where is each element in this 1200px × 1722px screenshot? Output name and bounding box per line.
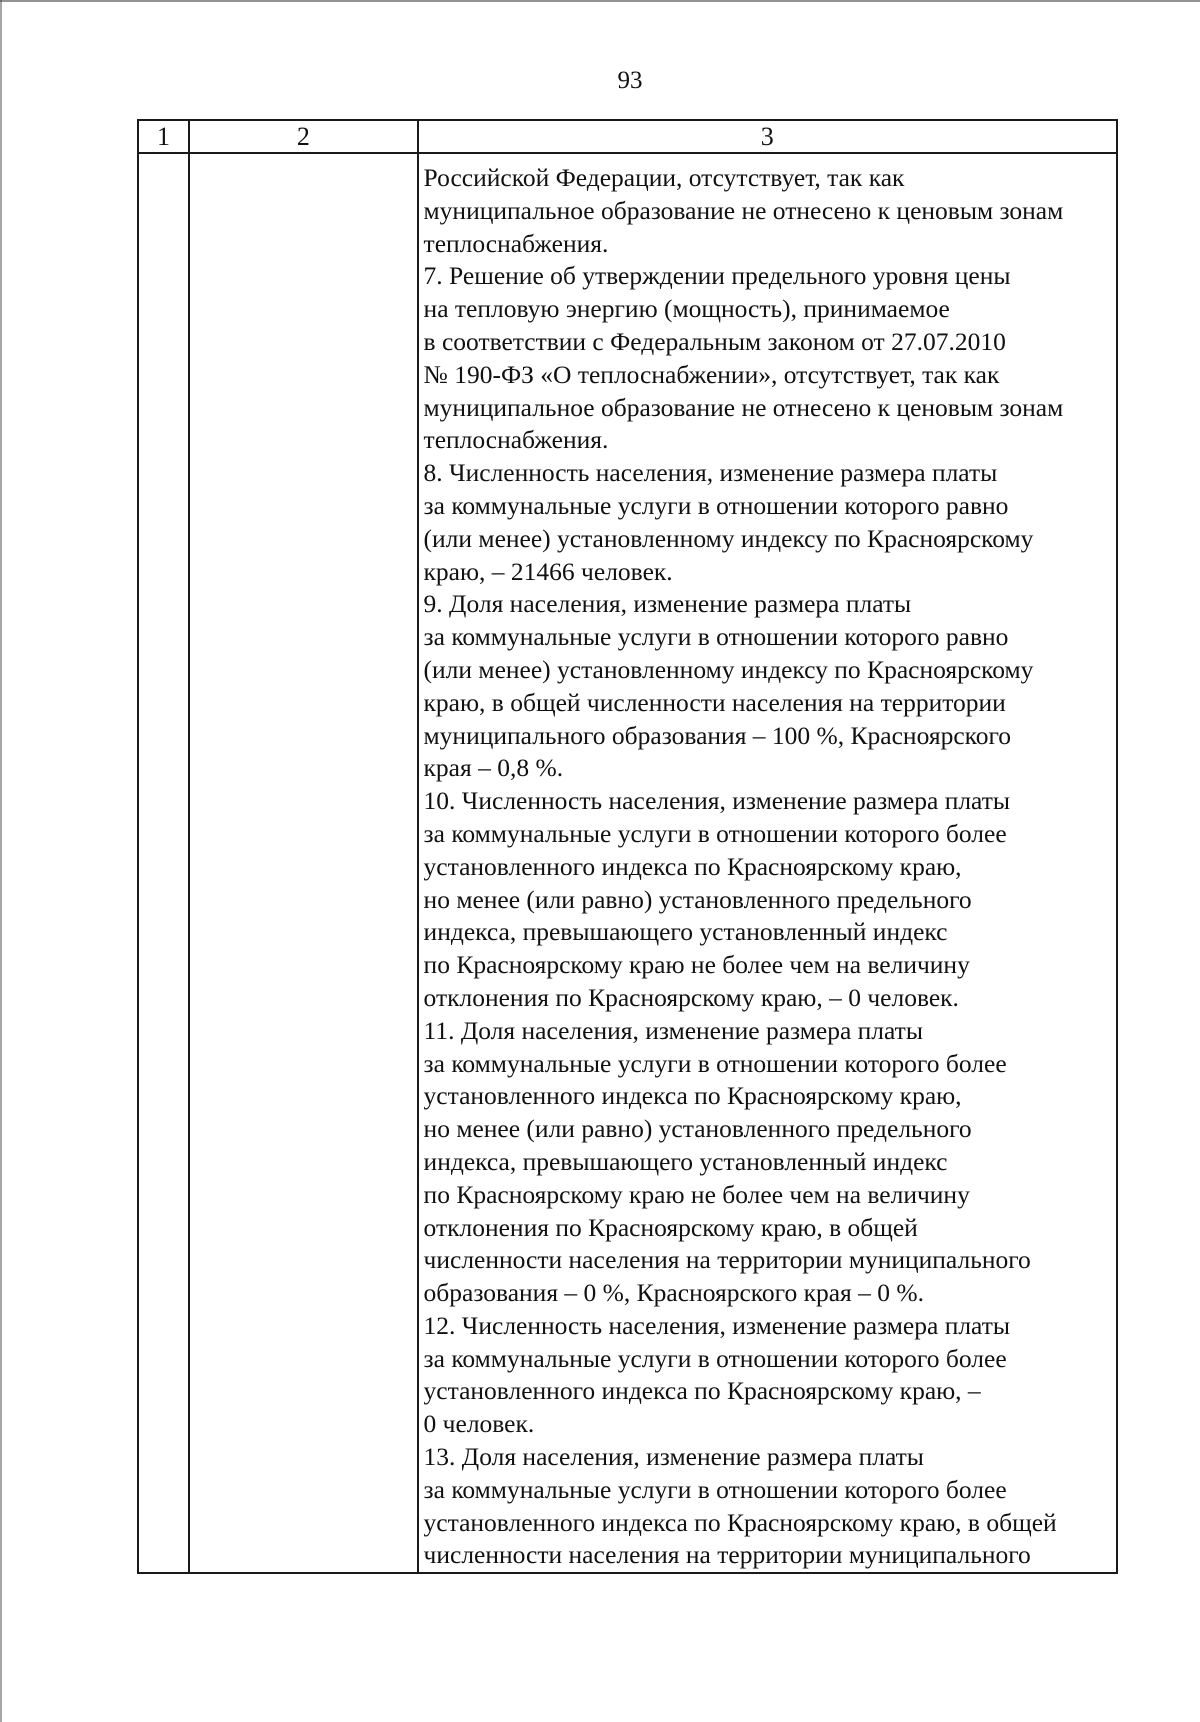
text-line: образования – 0 %, Красноярского края – 0 %. <box>423 1278 924 1308</box>
text-line: отклонения по Красноярскому краю, в общей <box>423 1212 918 1242</box>
text-line: но менее (или равно) установленного предельного <box>423 884 972 914</box>
text-line: индекса, превышающего установленный индекс <box>423 1146 948 1176</box>
text-line: края – 0,8 %. <box>423 753 564 783</box>
text-line: установленного индекса по Красноярскому краю, <box>423 1081 962 1111</box>
text-line: за коммунальные услуги в отношении которого более <box>423 1048 1007 1078</box>
text-line: (или менее) установленному индексу по Красноярскому <box>423 654 1034 684</box>
text-line: по Красноярскому краю не более чем на величину <box>423 1179 970 1209</box>
text-line: 7. Решение об утверждении предельного уровня цены <box>423 261 1011 291</box>
text-line: Российской Федерации, отсутствует, так как <box>423 163 905 192</box>
text-line: 11. Доля населения, изменение размера платы <box>423 1015 923 1045</box>
text-line: № 190-ФЗ «О теплоснабжении», отсутствует, так как <box>423 359 1000 389</box>
column-3-text <box>419 154 1116 1572</box>
text-line: установленного индекса по Красноярскому краю, в общей <box>423 1507 1057 1537</box>
text-line: отклонения по Красноярскому краю, – 0 человек. <box>423 982 959 1012</box>
text-line: теплоснабжения. <box>423 425 609 455</box>
document-table <box>137 119 1118 1574</box>
text-line: в соответствии с Федеральным законом от 27.07.2010 <box>423 326 1006 356</box>
text-line: 9. Доля населения, изменение размера платы <box>423 589 912 619</box>
text-line: за коммунальные услуги в отношении которого более <box>423 818 1007 848</box>
text-line: по Красноярскому краю не более чем на величину <box>423 950 970 980</box>
text-line: муниципального образования – 100 %, Красноярского <box>423 720 1012 750</box>
text-line: но менее (или равно) установленного предельного <box>423 1114 972 1144</box>
text-line: 8. Численность населения, изменение размера платы <box>423 458 998 488</box>
text-line: краю, в общей численности населения на территории <box>423 687 1006 717</box>
text-line: за коммунальные услуги в отношении которого равно <box>423 490 1009 520</box>
text-line: за коммунальные услуги в отношении которого более <box>423 1474 1007 1504</box>
text-line: теплоснабжения. <box>423 228 609 258</box>
table-body-row <box>138 153 1117 1573</box>
table-header-row <box>138 120 1117 153</box>
table-cell-col-2 <box>189 153 417 1573</box>
table-header-col-3: 3 <box>418 120 1117 153</box>
table-header-col-1: 1 <box>138 120 189 153</box>
text-line: муниципальное образование не отнесено к ценовым зонам <box>423 392 1064 422</box>
text-line: численности населения на территории муниципального <box>423 1245 1031 1275</box>
text-line: на тепловую энергию (мощность), принимаемое <box>423 294 950 324</box>
text-line: 10. Численность населения, изменение размера платы <box>423 786 1010 816</box>
scan-edge-top <box>0 0 1200 2</box>
text-line: установленного индекса по Красноярскому краю, – <box>423 1376 981 1406</box>
table-header-col-2: 2 <box>189 120 417 153</box>
text-line: за коммунальные услуги в отношении которого равно <box>423 622 1009 652</box>
text-line: 0 человек. <box>423 1409 535 1439</box>
text-line: (или менее) установленному индексу по Красноярскому <box>423 523 1034 553</box>
page-number: 93 <box>617 67 643 94</box>
text-line: индекса, превышающего установленный индекс <box>423 917 948 947</box>
text-line: 12. Численность населения, изменение размера платы <box>423 1310 1010 1340</box>
text-line: муниципальное образование не отнесено к ценовым зонам <box>423 195 1064 225</box>
text-line: установленного индекса по Красноярскому краю, <box>423 851 962 881</box>
scan-edge-left <box>0 0 2 1722</box>
text-line: краю, – 21466 человек. <box>423 556 673 586</box>
table-cell-col-1 <box>138 153 189 1573</box>
text-line: 13. Доля населения, изменение размера платы <box>423 1442 924 1472</box>
text-line: численности населения на территории муниципального <box>423 1540 1031 1570</box>
table-cell-col-3 <box>418 153 1117 1573</box>
text-line: за коммунальные услуги в отношении которого более <box>423 1343 1007 1373</box>
